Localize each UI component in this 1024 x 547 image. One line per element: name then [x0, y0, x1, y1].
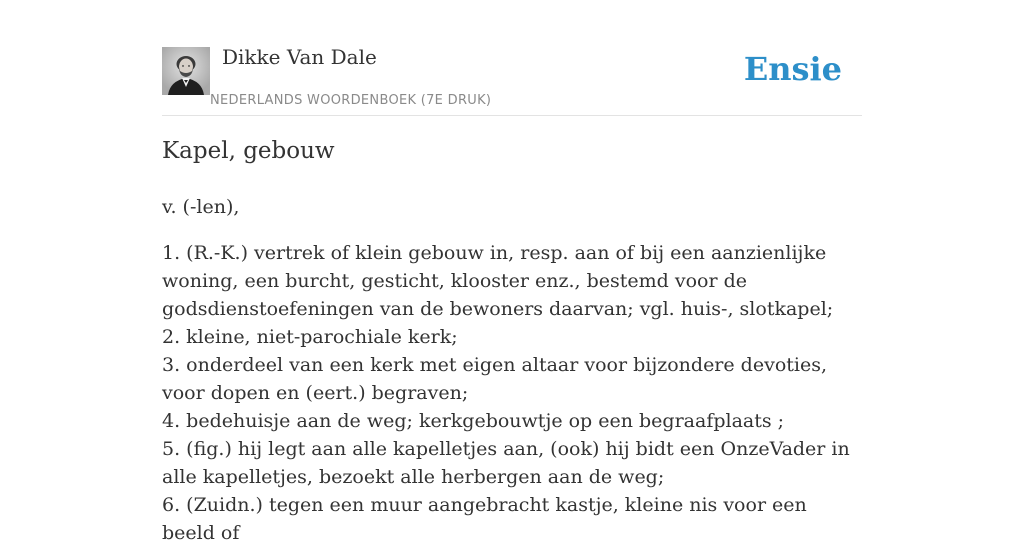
definition-item: 1. (R.-K.) vertrek of klein gebouw in, resp. aan of bij een aanzienlijke woning, een burcht, gesticht, klooster enz., bestemd voor de godsdienstoefeningen van de bewoners daarvan; vgl. huis-, slotkapel;	[162, 242, 834, 320]
source-subtitle: NEDERLANDS WOORDENBOEK (7E DRUK)	[210, 93, 492, 108]
source-header	[162, 0, 862, 116]
definition-item: 5. (fig.) hij legt aan alle kapelletjes aan, (ook) hij bidt een OnzeVader in alle kapelletjes, bezoekt alle herbergen aan de weg;	[162, 438, 850, 488]
definition-item: 4. bedehuisje aan de weg; kerkgebouwtje op een begraafplaats ;	[162, 410, 785, 432]
page	[162, 0, 862, 544]
definition-item: 2. kleine, niet-parochiale kerk;	[162, 326, 458, 348]
definition-item: 3. onderdeel van een kerk met eigen altaar voor bijzondere devoties, voor dopen en (eert.) begraven;	[162, 354, 827, 404]
entry-title: Kapel, gebouw	[162, 138, 335, 164]
ensie-logo-link[interactable]: Ensie	[743, 50, 842, 88]
entry-grammar: v. (-len),	[162, 196, 240, 218]
definition-item: 6. (Zuidn.) tegen een muur aangebracht kastje, kleine nis voor een beeld of	[162, 494, 807, 544]
definition-list	[162, 239, 862, 547]
portrait-photo-icon	[162, 47, 210, 95]
source-avatar[interactable]	[162, 47, 210, 95]
source-name[interactable]: Dikke Van Dale	[222, 45, 377, 69]
